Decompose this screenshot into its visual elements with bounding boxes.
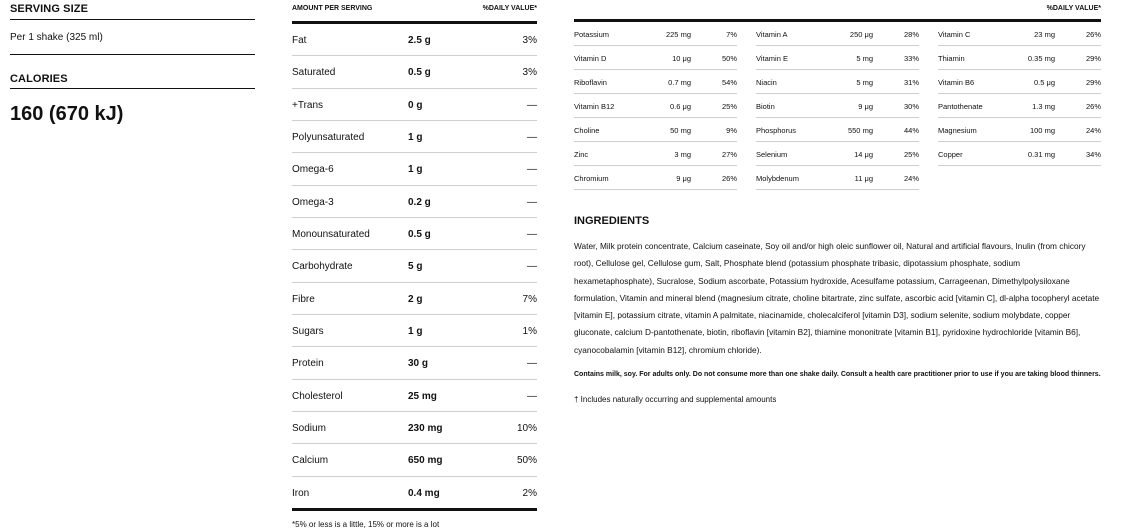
nutrient-amount: 2 g <box>408 293 423 305</box>
allergen-warning: Contains milk, soy. For adults only. Do not consume more than one shake daily. Consult a health care practitioner prior to use if you are taking blood thinners. <box>574 371 1101 379</box>
nutrient-daily-value: — <box>527 358 537 370</box>
vitamin-amount: 23 mg <box>1034 30 1055 39</box>
vitamin-amount: 0.31 mg <box>1027 150 1055 159</box>
vitamin-daily-value: 29% <box>1085 54 1101 63</box>
calories-title: CALORIES <box>10 73 68 85</box>
nutrient-amount: 0.2 g <box>408 196 431 208</box>
serving-size-value: Per 1 shake (325 ml) <box>10 32 103 43</box>
vitamin-row <box>574 166 737 190</box>
vitamin-column-1 <box>574 22 737 190</box>
nutrient-daily-value: — <box>527 229 537 241</box>
nutrient-daily-value: — <box>527 132 537 144</box>
nutrient-amount: 650 mg <box>408 455 443 467</box>
nutrient-row <box>292 153 537 185</box>
vitamin-row <box>756 142 919 166</box>
vitamin-daily-value: 24% <box>903 174 919 183</box>
vitamin-row <box>574 46 737 70</box>
vitamin-amount: 10 μg <box>672 54 691 63</box>
nutrient-row <box>292 56 537 88</box>
nutrient-name: Omega-6 <box>292 164 334 176</box>
vitamin-amount: 3 mg <box>674 150 691 159</box>
serving-size-title: SERVING SIZE <box>10 3 89 15</box>
vitamin-row <box>756 46 919 70</box>
daily-value-header: %DAILY VALUE* <box>482 5 537 12</box>
nutrient-row <box>292 380 537 412</box>
nutrient-amount: 1 g <box>408 132 423 144</box>
nutrient-row <box>292 121 537 153</box>
nutrient-amount: 5 g <box>408 261 423 273</box>
nutrient-name: Sodium <box>292 423 326 435</box>
vitamin-amount: 550 mg <box>847 126 873 135</box>
vitamin-row <box>938 22 1101 46</box>
vitamin-daily-value: 25% <box>903 150 919 159</box>
vitamin-daily-value: 31% <box>903 78 919 87</box>
nutrient-amount: 25 mg <box>408 390 437 402</box>
vitamin-name: Thiamin <box>938 54 965 63</box>
vitamin-daily-value: 9% <box>726 126 737 135</box>
nutrient-amount: 0.5 g <box>408 229 431 241</box>
vitamin-amount: 50 mg <box>670 126 691 135</box>
ingredients-section <box>574 215 1101 404</box>
vitamin-daily-value: 54% <box>721 78 737 87</box>
nutrient-daily-value: — <box>527 196 537 208</box>
vitamin-name: Vitamin C <box>938 30 971 39</box>
vitamin-daily-value: 28% <box>903 30 919 39</box>
vitamin-mineral-grid <box>574 0 1101 183</box>
vitamin-name: Magnesium <box>938 126 977 135</box>
nutrient-daily-value: 3% <box>522 67 537 79</box>
serving-panel <box>10 0 255 126</box>
vitamin-amount: 225 mg <box>665 30 691 39</box>
vitamin-amount: 11 μg <box>854 174 873 183</box>
nutrient-name: Cholesterol <box>292 390 343 402</box>
vitamin-daily-value: 30% <box>903 102 919 111</box>
nutrient-daily-value: 3% <box>522 35 537 46</box>
vitamin-name: Biotin <box>756 102 775 111</box>
nutrient-row <box>292 347 537 379</box>
nutrient-name: Fibre <box>292 293 315 305</box>
vitamin-name: Chromium <box>574 174 609 183</box>
vitamin-daily-value: 25% <box>721 102 737 111</box>
vitamin-row <box>756 22 919 46</box>
nutrient-daily-value: 50% <box>516 455 537 467</box>
vitamin-header <box>574 0 1101 19</box>
nutrient-daily-value: 1% <box>522 326 537 338</box>
vitamin-name: Niacin <box>756 78 777 87</box>
nutrient-daily-value: — <box>527 261 537 273</box>
vitamin-row <box>574 142 737 166</box>
nutrient-name: Carbohydrate <box>292 261 353 273</box>
nutrient-amount: 0.5 g <box>408 67 431 79</box>
vitamin-amount: 1.3 mg <box>1032 102 1055 111</box>
vitamin-daily-value: 26% <box>721 174 737 183</box>
nutrient-row <box>292 477 537 508</box>
nutrient-name: Protein <box>292 358 324 370</box>
nutrient-amount: 0.4 mg <box>408 487 440 499</box>
daily-value-footnote: *5% or less is a little, 15% or more is a lot <box>292 520 440 529</box>
nutrient-name: Saturated <box>292 67 336 79</box>
vitamin-name: Selenium <box>756 150 788 159</box>
calories-value: 160 (670 kJ) <box>10 103 124 125</box>
vitamin-name: Choline <box>574 126 600 135</box>
nutrition-rows <box>292 24 537 508</box>
nutrient-amount: 230 mg <box>408 423 443 435</box>
vitamin-name: Pantothenate <box>938 102 983 111</box>
vitamin-row <box>938 70 1101 94</box>
ingredients-text: Water, Milk protein concentrate, Calcium caseinate, Soy oil and/or high oleic sunflower oil, Natural and artificial flavours, Inulin (from chicory root), Cellulose gel, Cellulose gum, Salt, Phosphate blend (potassium phosphate tribasic, dipotassium phosphate, sodium hexametaphosphate), Sucralose, Sodium ascorbate, Potassium hydroxide, Acesulfame potassium, Carrageenan, Dimethylpolysiloxane formulation, Vitamin and mineral blend (magnesium citrate, choline bitartrate, zinc sulfate, ascorbic acid [vitamin C], dl-alpha tocopheryl acetate [vitamin E], potassium citrate, vitamin A palmitate, niacinamide, cholecalciferol [vitamin D3], sodium selenite, sodium molybdate, copper gluconate, calcium D-pantothenate, biotin, riboflavin [vitamin B2], thiamine mononitrate [vitamin B1], pyridoxine hydrochloride [vitamin B6], cyanocobalamin [vitamin B12], chromium chloride). <box>574 241 1100 355</box>
vitamin-amount: 250 μg <box>849 30 873 39</box>
vitamin-amount: 0.5 μg <box>1033 78 1055 87</box>
vitamin-daily-value: 44% <box>903 126 919 135</box>
vitamin-row <box>756 118 919 142</box>
nutrient-amount: 1 g <box>408 164 423 176</box>
vitamin-row <box>938 94 1101 118</box>
nutrient-row <box>292 283 537 315</box>
nutrient-row <box>292 24 537 56</box>
vitamin-daily-value: 24% <box>1085 126 1101 135</box>
nutrition-header <box>292 0 537 21</box>
vitamin-name: Vitamin B12 <box>574 102 615 111</box>
vitamin-amount: 9 μg <box>676 174 691 183</box>
nutrient-row <box>292 218 537 250</box>
vitamin-row <box>938 118 1101 142</box>
vitamin-row <box>756 94 919 118</box>
nutrient-name: Polyunsaturated <box>292 132 365 144</box>
nutrient-amount: 0 g <box>408 99 423 111</box>
nutrient-amount: 30 g <box>408 358 429 370</box>
nutrient-row <box>292 186 537 218</box>
dagger-note: † Includes naturally occurring and supplemental amounts <box>574 395 777 405</box>
nutrient-row <box>292 412 537 444</box>
nutrient-row <box>292 444 537 476</box>
vitamin-daily-value: 26% <box>1085 102 1101 111</box>
vitamin-amount: 5 mg <box>856 54 873 63</box>
vitamin-name: Molybdenum <box>756 174 799 183</box>
vitamin-row <box>574 118 737 142</box>
nutrient-row <box>292 315 537 347</box>
vitamin-name: Phosphorus <box>756 126 797 135</box>
vitamin-row <box>574 70 737 94</box>
nutrient-amount: 1 g <box>408 326 423 338</box>
vitamin-amount: 5 mg <box>856 78 873 87</box>
vitamin-row <box>938 142 1101 166</box>
vitamin-daily-value: 50% <box>721 54 737 63</box>
nutrient-daily-value: — <box>527 390 537 402</box>
vitamin-daily-value: 34% <box>1085 150 1101 159</box>
vitamin-name: Vitamin E <box>756 54 788 63</box>
nutrition-table <box>292 0 537 529</box>
nutrient-row <box>292 89 537 121</box>
vitamin-column-3 <box>938 22 1101 166</box>
nutrient-row <box>292 250 537 282</box>
nutrient-name: Omega-3 <box>292 196 334 208</box>
vitamin-row <box>938 46 1101 70</box>
vitamin-name: Zinc <box>574 150 589 159</box>
vitamin-amount: 9 μg <box>858 102 873 111</box>
vitamin-row <box>574 22 737 46</box>
vitamin-daily-value: 7% <box>726 30 737 39</box>
nutrient-daily-value: 2% <box>522 487 537 499</box>
vitamin-daily-value-header: %DAILY VALUE* <box>1046 5 1101 12</box>
nutrient-name: Sugars <box>292 326 324 338</box>
vitamin-row <box>574 94 737 118</box>
vitamin-amount: 100 mg <box>1029 126 1055 135</box>
vitamin-amount: 14 μg <box>854 150 873 159</box>
vitamin-amount: 0.35 mg <box>1027 54 1055 63</box>
vitamin-name: Copper <box>938 150 963 159</box>
thick-divider <box>292 508 537 511</box>
vitamin-name: Vitamin B6 <box>938 78 975 87</box>
vitamin-daily-value: 26% <box>1085 30 1101 39</box>
nutrient-name: +Trans <box>292 99 324 111</box>
amount-header: AMOUNT PER SERVING <box>292 5 373 12</box>
nutrient-daily-value: — <box>527 164 537 176</box>
nutrient-name: Fat <box>292 35 307 46</box>
nutrient-daily-value: — <box>527 99 537 111</box>
vitamin-name: Riboflavin <box>574 78 607 87</box>
vitamin-row <box>756 70 919 94</box>
vitamin-amount: 0.7 mg <box>668 78 691 87</box>
vitamin-amount: 0.6 μg <box>669 102 691 111</box>
vitamin-daily-value: 27% <box>721 150 737 159</box>
divider <box>10 54 255 55</box>
ingredients-title: INGREDIENTS <box>574 215 650 227</box>
vitamin-row <box>756 166 919 190</box>
vitamin-column-2 <box>756 22 919 190</box>
nutrient-daily-value: 7% <box>522 293 537 305</box>
vitamin-name: Potassium <box>574 30 610 39</box>
nutrient-amount: 2.5 g <box>408 35 431 46</box>
vitamin-daily-value: 29% <box>1085 78 1101 87</box>
nutrient-daily-value: 10% <box>516 423 537 435</box>
vitamin-name: Vitamin D <box>574 54 607 63</box>
vitamin-name: Vitamin A <box>756 30 788 39</box>
nutrient-name: Monounsaturated <box>292 229 370 241</box>
vitamin-daily-value: 33% <box>903 54 919 63</box>
nutrient-name: Calcium <box>292 455 329 467</box>
nutrient-name: Iron <box>292 487 310 499</box>
